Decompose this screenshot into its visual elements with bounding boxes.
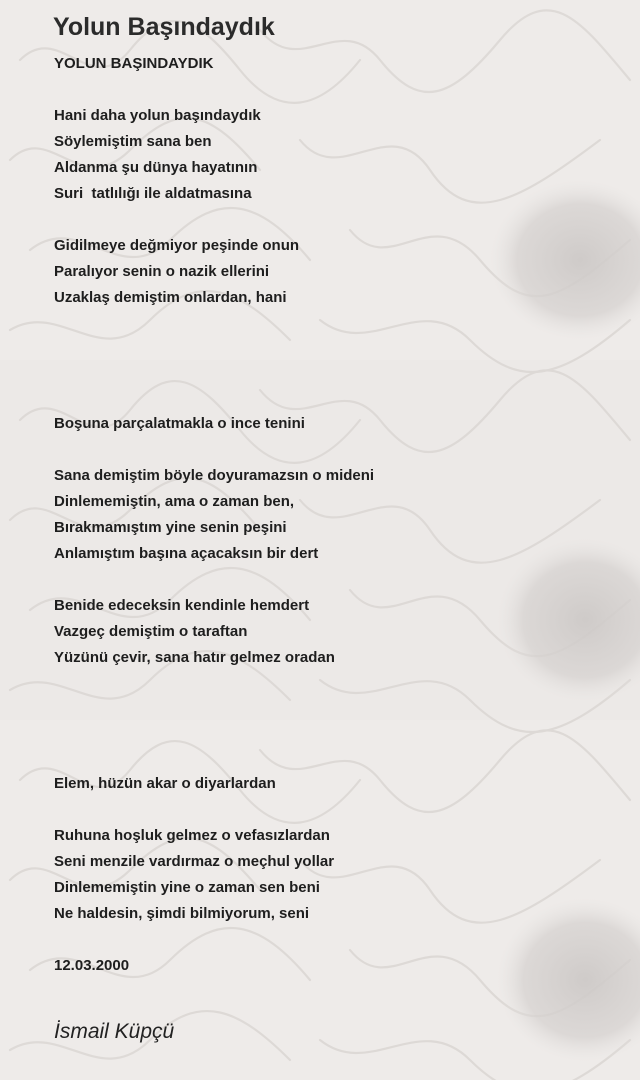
poem-date: 12.03.2000 [54, 957, 130, 974]
poem-line: Dinlememiştin, ama o zaman ben, [54, 493, 295, 510]
poem-line: Seni menzile vardırmaz o meçhul yollar [54, 853, 335, 870]
poem-line: Ruhuna hoşluk gelmez o vefasızlardan [54, 827, 330, 844]
poem-author: İsmail Küpçü [54, 1020, 175, 1043]
poem-line: Aldanma şu dünya hayatının [54, 159, 258, 176]
poem-line: Benide edeceksin kendinle hemdert [54, 597, 310, 614]
poem-subtitle: YOLUN BAŞINDAYDIK [54, 55, 214, 72]
poem-line: Ne haldesin, şimdi bilmiyorum, seni [54, 905, 310, 922]
poem-line: Uzaklaş demiştim onlardan, hani [54, 289, 287, 306]
poem-line: Boşuna parçalatmakla o ince tenini [54, 415, 305, 432]
poem-line: Anlamıştım başına açacaksın bir dert [54, 545, 319, 562]
poem-line: Yüzünü çevir, sana hatır gelmez oradan [54, 649, 335, 666]
poem-line: Gidilmeye değmiyor peşinde onun [54, 237, 300, 254]
poem-line: Bırakmamıştım yine senin peşini [54, 519, 287, 536]
poem-line: Vazgeç demiştim o taraftan [54, 623, 248, 640]
poem-line: Suri tatlılığı ile aldatmasına [54, 185, 252, 202]
poem-line: Sana demiştim böyle doyuramazsın o mideni [54, 467, 375, 484]
poem-line: Dinlememiştin yine o zaman sen beni [54, 879, 320, 896]
poem-title: Yolun Başındaydık [53, 13, 275, 41]
poem-line: Hani daha yolun başındaydık [54, 107, 261, 124]
poem-line: Söylemiştim sana ben [54, 133, 212, 150]
poem-line: Paralıyor senin o nazik ellerini [54, 263, 270, 280]
poem-line: Elem, hüzün akar o diyarlardan [54, 775, 276, 792]
